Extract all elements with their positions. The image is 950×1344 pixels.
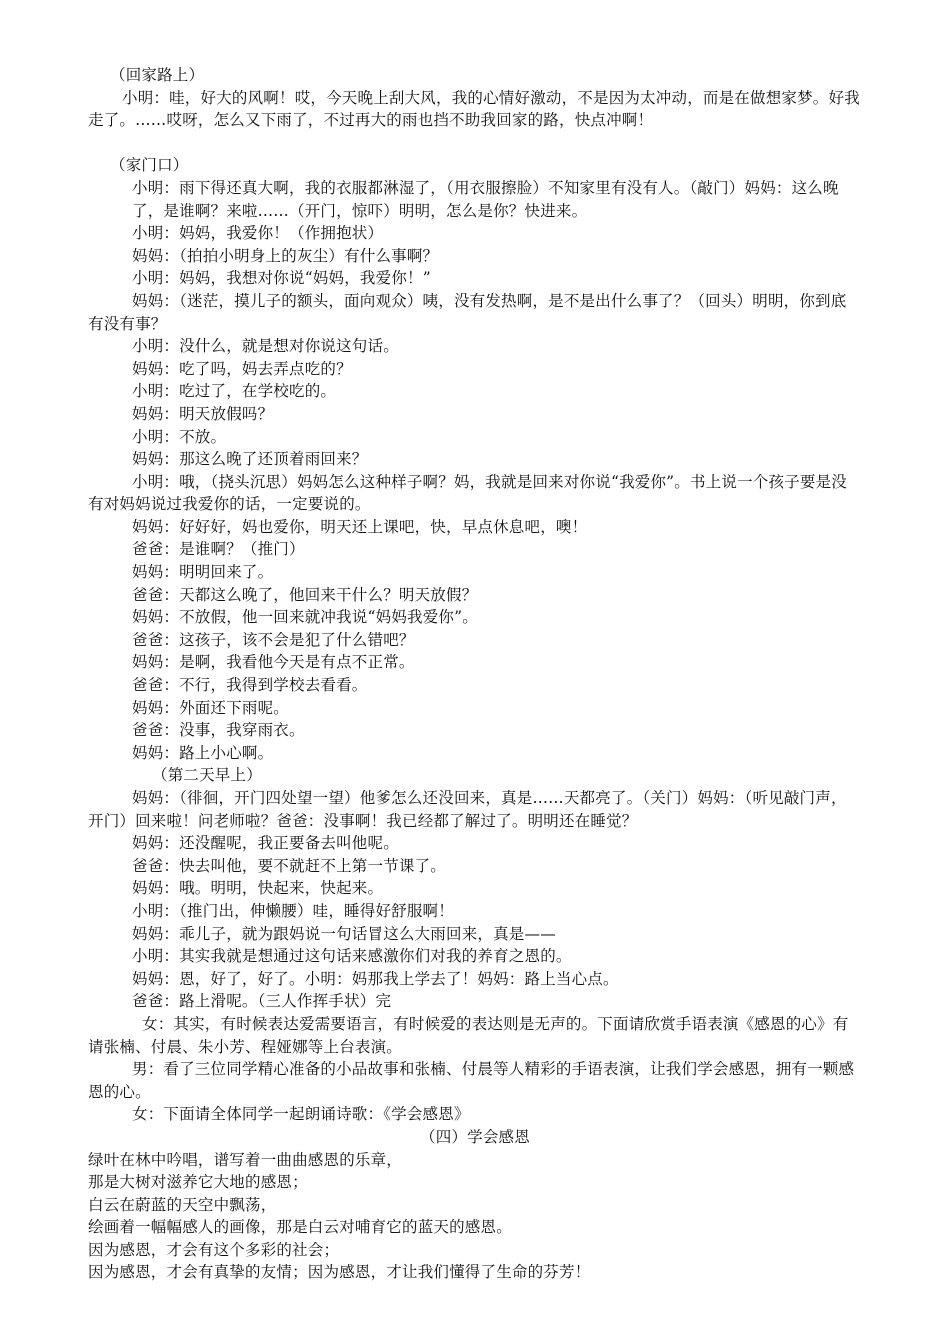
dialogue-line: 妈妈：明天放假吗？: [132, 404, 274, 423]
dialogue-line: 妈妈：外面还下雨呢。: [132, 698, 290, 717]
dialogue-line: 妈妈：不放假，他一回来就冲我说“妈妈我爱你”。: [132, 608, 478, 627]
dialogue-line: 妈妈：恩，好了，好了。小明：妈那我上学去了！妈妈：路上当心点。: [132, 969, 619, 988]
scene-heading-doorway: （家门口）: [110, 156, 189, 175]
dialogue-line: 小明：哦，（挠头沉思）妈妈怎么这种样子啊？妈，我就是回来对你说“我爱你”。书上说一个孩子要是没有对妈妈说过我爱你的话，一定要说的。: [88, 472, 848, 514]
scene-heading-next-morning: （第二天早上）: [152, 766, 262, 785]
dialogue-line: 妈妈：乖儿子，就为跟妈说一句话冒这么大雨回来，真是——: [132, 924, 556, 943]
dialogue-line: 妈妈：吃了吗，妈去弄点吃的？: [132, 359, 352, 378]
dialogue-line: 小明：吃过了，在学校吃的。: [132, 382, 337, 401]
dialogue-line: 爸爸：没事，我穿雨衣。: [132, 721, 305, 740]
dialogue-line: 小明：妈妈，我爱你！（作拥抱状）: [132, 224, 384, 243]
dialogue-line: 妈妈：明明回来了。: [132, 563, 274, 582]
poem-line: 白云在蔚蓝的天空中飘荡，: [88, 1195, 277, 1214]
dialogue-line: 小明：雨下得还真大啊，我的衣服都淋湿了，（用衣服擦脸）不知家里有没有人。（敲门）妈妈：这么晚了，是谁啊？来啦……（开门，惊吓）明明，怎么是你？快进来。: [132, 178, 839, 220]
poem-line: 因为感恩，才会有这个多彩的社会；: [88, 1240, 340, 1259]
dialogue-line: 小明：哇，好大的风啊！哎，今天晚上刮大风，我的心情好激动，不是因为太冲动，而是在做想家梦。好我走了。……哎呀，怎么又下雨了，不过再大的雨也挡不助我回家的路，快点冲啊！: [88, 88, 860, 130]
poem-title: （四）学会感恩: [420, 1127, 530, 1146]
blank-line: [88, 132, 862, 155]
dialogue-line: 小明：其实我就是想通过这句话来感激你们对我的养育之恩的。: [132, 947, 572, 966]
dialogue-line: 小明：不放。: [132, 427, 227, 446]
dialogue-line: 小明：妈妈，我想对你说“妈妈，我爱你！”: [132, 269, 431, 288]
poem-line: 绿叶在林中吟唱，谱写着一曲曲感恩的乐章，: [88, 1150, 403, 1169]
dialogue-line: 小明：没什么，就是想对你说这句话。: [132, 337, 399, 356]
host-male-line: 男：看了三位同学精心准备的小品故事和张楠、付晨等人精彩的手语表演，让我们学会感恩，拥有一颗感恩的心。: [88, 1060, 855, 1101]
dialogue-line: 妈妈：路上小心啊。: [132, 743, 274, 762]
dialogue-line: 妈妈：（拍拍小明身上的灰尘）有什么事啊？: [132, 246, 439, 265]
dialogue-line: 妈妈：是啊，我看他今天是有点不正常。: [132, 653, 415, 672]
dialogue-line: 爸爸：这孩子，该不会是犯了什么错吧？: [132, 630, 415, 649]
host-female-line: 女：下面请全体同学一起朗诵诗歌：《学会感恩》: [132, 1105, 470, 1124]
document-page: [88, 64, 862, 1284]
dialogue-line: 妈妈：还没醒呢，我正要备去叫他呢。: [132, 834, 399, 853]
dialogue-line: 妈妈：（迷茫，摸儿子的额头，面向观众）咦，没有发热啊，是不是出什么事了？（回头）明明，你到底有没有事？: [88, 291, 847, 333]
dialogue-line: 妈妈：那这么晚了还顶着雨回来？: [132, 450, 368, 469]
dialogue-line: 妈妈：好好好，妈也爱你，明天还上课吧，快，早点休息吧，噢！: [132, 517, 588, 536]
poem-line: 因为感恩，才会有真挚的友情；因为感恩，才让我们懂得了生命的芬芳！: [88, 1263, 591, 1282]
host-female-line: 女：其实，有时候表达爱需要语言，有时候爱的表达则是无声的。下面请欣赏手语表演《感恩的心》有请张楠、付晨、朱小芳、程娅娜等上台表演。: [88, 1014, 849, 1056]
dialogue-line: 爸爸：不行，我得到学校去看看。: [132, 676, 368, 695]
poem-line: 那是大树对滋养它大地的感恩；: [88, 1173, 308, 1192]
poem-line: 绘画着一幅幅感人的画像，那是白云对哺育它的蓝天的感恩。: [88, 1218, 512, 1237]
dialogue-line: 爸爸：快去叫他，要不就赶不上第一节课了。: [132, 856, 447, 875]
dialogue-line: 爸爸：路上滑呢。（三人作挥手状）完: [132, 992, 392, 1011]
dialogue-line: 爸爸：是谁啊？（推门）: [132, 540, 305, 559]
dialogue-line: 妈妈：哦。明明，快起来，快起来。: [132, 879, 384, 898]
dialogue-line: 爸爸：天都这么晚了，他回来干什么？明天放假？: [132, 585, 478, 604]
dialogue-line: 小明：（推门出，伸懒腰）哇，睡得好舒服啊！: [132, 901, 454, 920]
scene-heading-way-home: （回家路上）: [110, 66, 205, 84]
dialogue-line: 妈妈：（徘徊，开门四处望一望）他爹怎么还没回来，真是……天都亮了。（关门）妈妈：（听见敲门声，开门）回来啦！问老师啦？爸爸：没事啊！我已经都了解过了。明明还在睡觉？: [88, 789, 847, 830]
